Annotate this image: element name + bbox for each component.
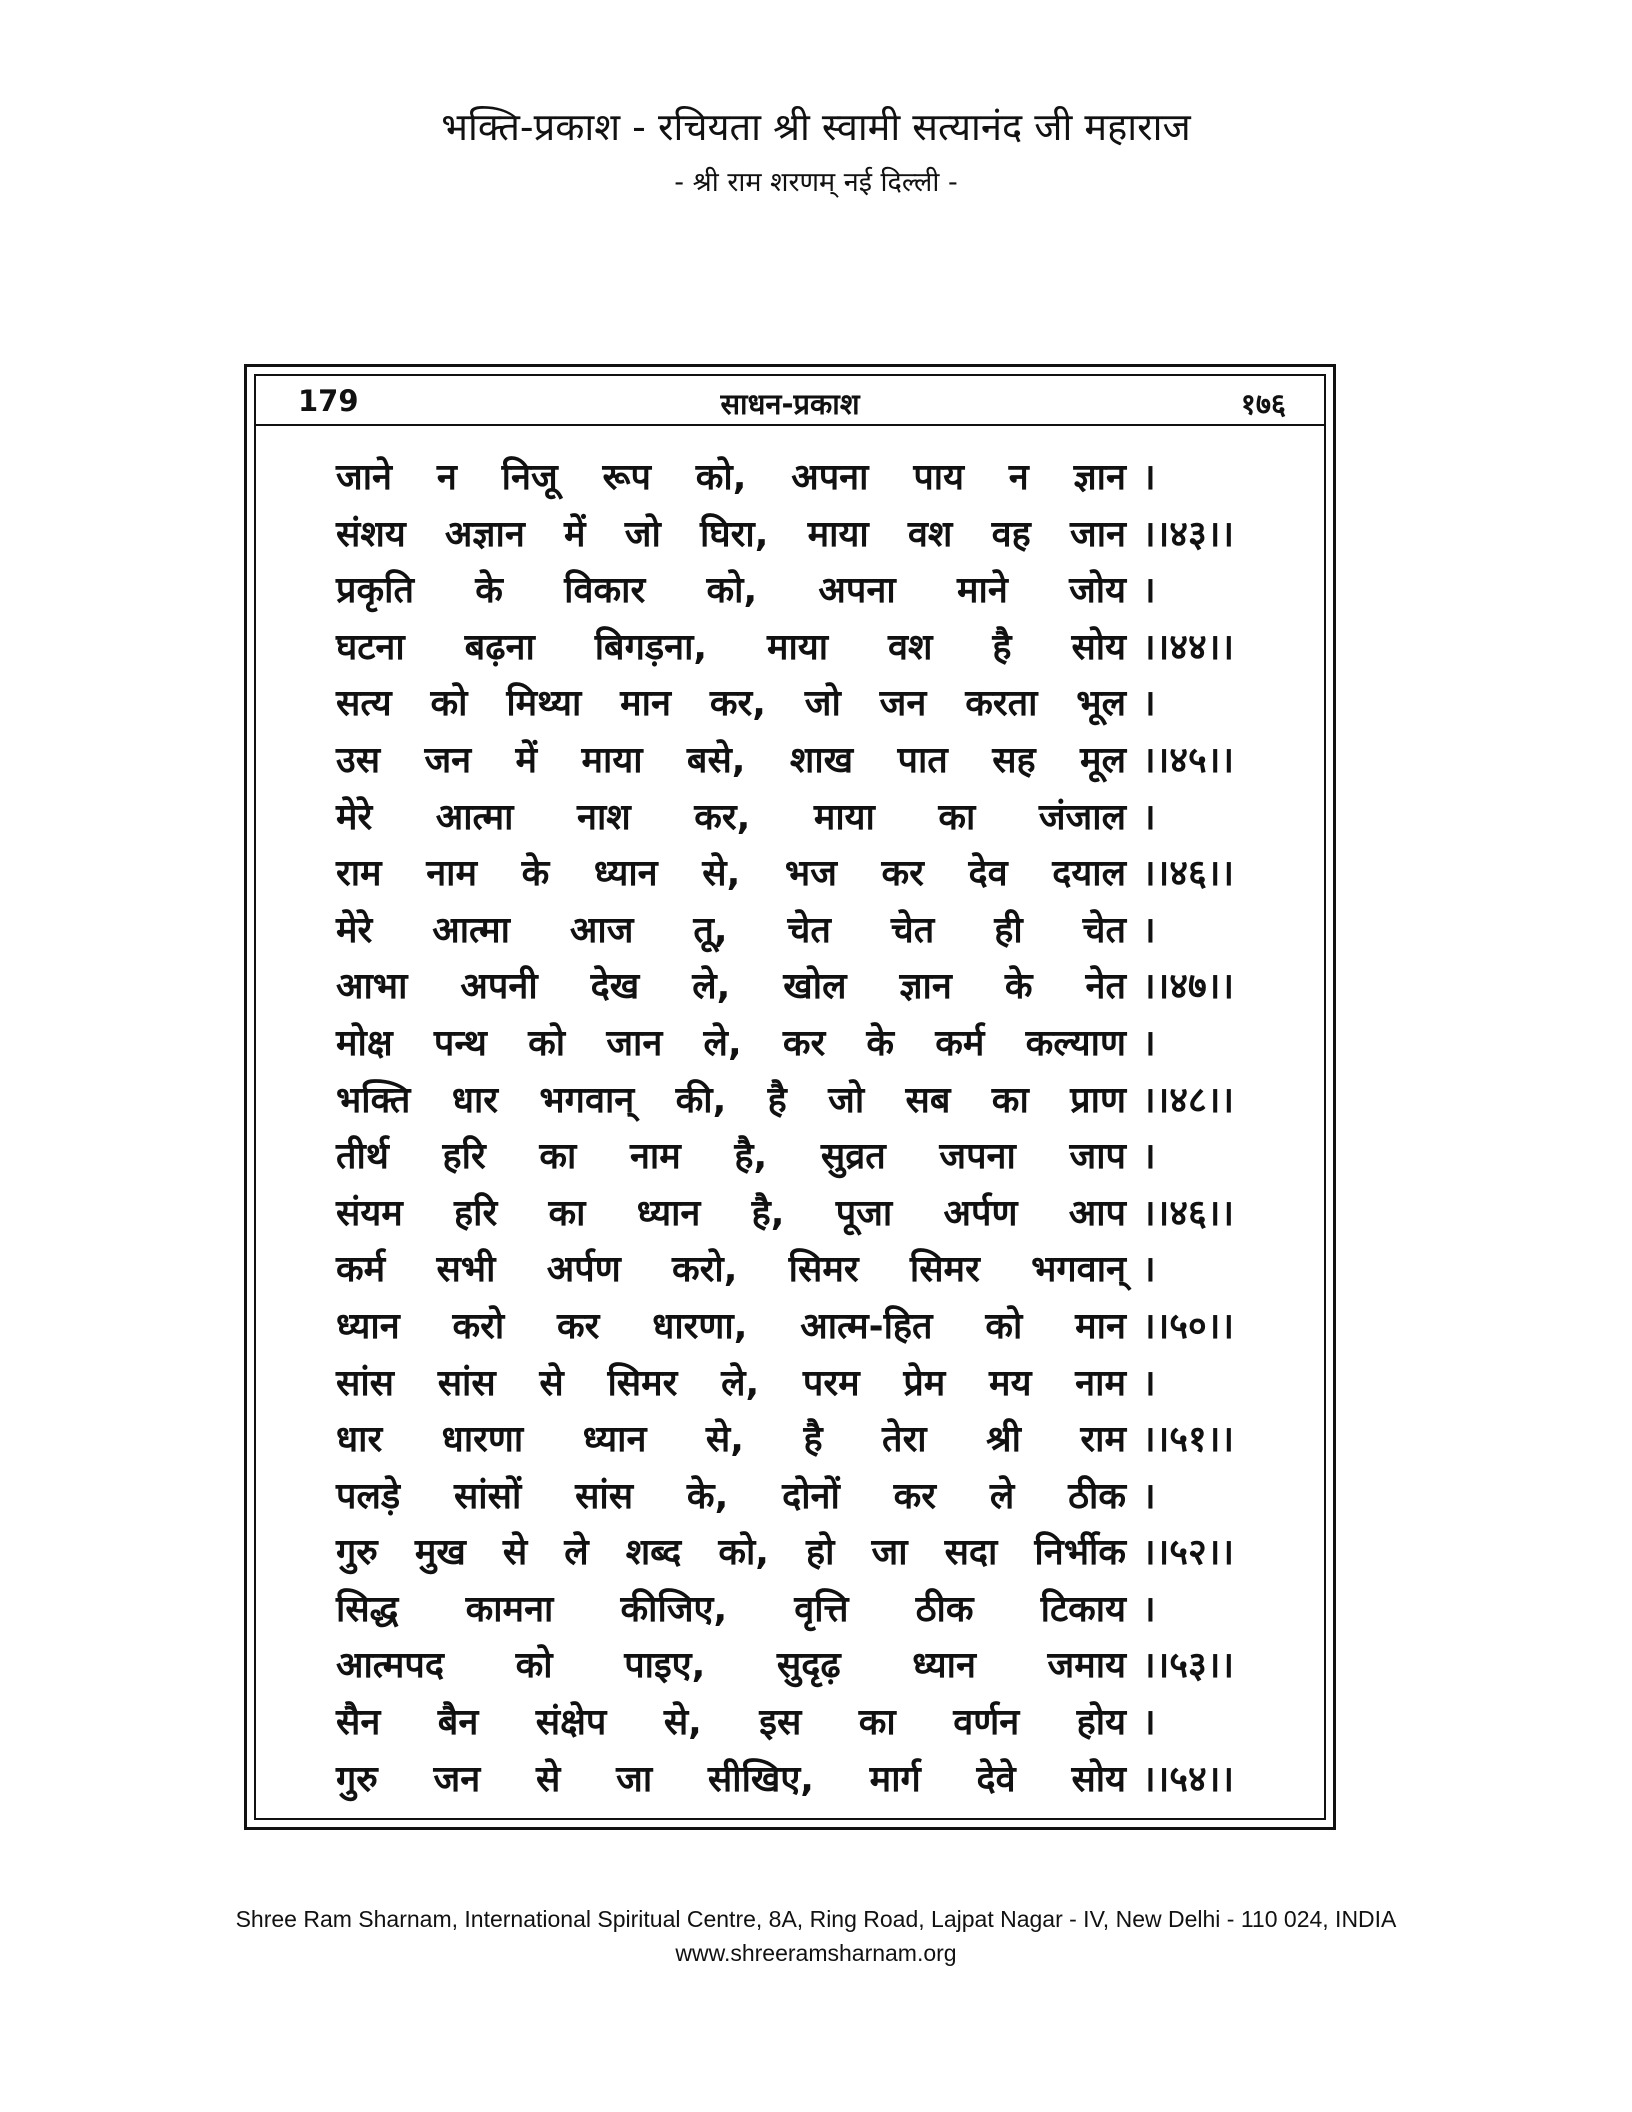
- chapter-title: साधन-प्रकाश: [720, 387, 860, 421]
- verse-text: राम नाम के ध्यान से, भज कर देव दयाल: [336, 853, 1126, 895]
- verse-text: तीर्थ हरि का नाम है, सुव्रत जपना जाप: [336, 1136, 1126, 1178]
- verse-mark: ।।५३।।: [1142, 1645, 1235, 1687]
- verse-line: [336, 1186, 1256, 1243]
- verse-line: [336, 1638, 1256, 1695]
- verse-text: मेरे आत्मा आज तू, चेत चेत ही चेत: [336, 909, 1126, 951]
- footer-website-link[interactable]: www.shreeramsharnam.org: [675, 1940, 957, 1966]
- verse-text: जाने न निजू रूप को, अपना पाय न ज्ञान: [336, 457, 1126, 498]
- verse-mark: ।।५१।।: [1142, 1419, 1235, 1461]
- verse-line: [336, 1073, 1256, 1130]
- verse-mark: ।।४६।।: [1142, 853, 1235, 895]
- verse-text: घटना बढ़ना बिगड़ना, माया वश है सोय: [336, 626, 1126, 668]
- verse-line: [336, 1356, 1256, 1413]
- verse-mark: ।: [1142, 796, 1156, 838]
- verse-list: [336, 450, 1256, 1808]
- verse-line: [336, 1412, 1256, 1469]
- verse-mark: ।।४६।।: [1142, 1192, 1235, 1234]
- document-title: भक्ति-प्रकाश - रचियता श्री स्वामी सत्यानंद जी महाराज: [441, 105, 1191, 149]
- verse-line: [336, 1242, 1256, 1299]
- verse-line: [336, 1129, 1256, 1186]
- verse-mark: ।।४५।।: [1142, 739, 1235, 781]
- verse-text: पलड़े सांसों सांस के, दोनों कर ले ठीक: [336, 1475, 1126, 1517]
- page-header-bar: [256, 376, 1324, 426]
- verse-text: प्रकृति के विकार को, अपना माने जोय: [336, 570, 1126, 612]
- verse-text: मोक्ष पन्थ को जान ले, कर के कर्म कल्याण: [336, 1022, 1126, 1064]
- verse-text: कर्म सभी अर्पण करो, सिमर सिमर भगवान्: [336, 1249, 1126, 1291]
- verse-line: [336, 1695, 1256, 1752]
- page-number-arabic: 179: [298, 384, 359, 418]
- verse-text: सत्य को मिथ्या मान कर, जो जन करता भूल: [336, 683, 1126, 725]
- verse-line: [336, 1469, 1256, 1526]
- verse-mark: ।: [1142, 1249, 1156, 1291]
- verse-mark: ।: [1142, 1136, 1156, 1178]
- verse-line: [336, 1525, 1256, 1582]
- verse-mark: ।: [1142, 1475, 1156, 1517]
- verse-line: [336, 903, 1256, 960]
- verse-text: उस जन में माया बसे, शाख पात सह मूल: [336, 739, 1126, 781]
- verse-mark: ।।५४।।: [1142, 1758, 1235, 1800]
- verse-line: [336, 733, 1256, 790]
- verse-mark: ।।४८।।: [1142, 1079, 1235, 1121]
- verse-mark: ।: [1142, 1362, 1156, 1404]
- verse-text: आत्मपद को पाइए, सुदृढ़ ध्यान जमाय: [336, 1645, 1126, 1687]
- verse-text: संशय अज्ञान में जो घिरा, माया वश वह जान: [336, 513, 1126, 555]
- verse-line: [336, 676, 1256, 733]
- verse-text: गुरु जन से जा सीखिए, मार्ग देवे सोय: [336, 1758, 1126, 1800]
- verse-mark: ।: [1142, 909, 1156, 951]
- verse-text: मेरे आत्मा नाश कर, माया का जंजाल: [336, 796, 1126, 838]
- verse-mark: ।: [1142, 1588, 1156, 1630]
- footer-address: Shree Ram Sharnam, International Spiritual Centre, 8A, Ring Road, Lajpat Nagar - IV, New Delhi - 110 024, INDIA: [235, 1906, 1397, 1932]
- verse-text: संयम हरि का ध्यान है, पूजा अर्पण आप: [336, 1192, 1126, 1234]
- verse-line: [336, 790, 1256, 847]
- verse-text: गुरु मुख से ले शब्द को, हो जा सदा निर्भीक: [336, 1532, 1126, 1574]
- page-number-devanagari: १७६: [1240, 387, 1286, 421]
- verse-mark: ।।५०।।: [1142, 1305, 1235, 1347]
- verse-line: [336, 1752, 1256, 1809]
- verse-text: सांस सांस से सिमर ले, परम प्रेम मय नाम: [336, 1362, 1126, 1404]
- verse-line: [336, 846, 1256, 903]
- verse-line: [336, 1016, 1256, 1073]
- verse-text: आभा अपनी देख ले, खोल ज्ञान के नेत: [336, 966, 1126, 1008]
- verse-line: [336, 1299, 1256, 1356]
- verse-mark: ।: [1142, 1702, 1156, 1744]
- verse-mark: ।: [1142, 457, 1156, 498]
- document-subtitle: - श्री राम शरणम् नई दिल्ली -: [674, 167, 958, 198]
- verse-mark: ।: [1142, 1022, 1156, 1064]
- verse-text: भक्ति धार भगवान् की, है जो सब का प्राण: [336, 1079, 1126, 1121]
- verse-mark: ।: [1142, 683, 1156, 725]
- verse-text: ध्यान करो कर धारणा, आत्म-हित को मान: [336, 1305, 1126, 1347]
- verse-text: सिद्ध कामना कीजिए, वृत्ति ठीक टिकाय: [336, 1588, 1126, 1630]
- verse-text: सैन बैन संक्षेप से, इस का वर्णन होय: [336, 1702, 1126, 1744]
- verse-mark: ।।४७।।: [1142, 966, 1235, 1008]
- verse-line: [336, 563, 1256, 620]
- verse-mark: ।।५२।।: [1142, 1532, 1235, 1574]
- verse-text: धार धारणा ध्यान से, है तेरा श्री राम: [336, 1419, 1126, 1461]
- verse-line: [336, 507, 1256, 564]
- verse-line: [336, 959, 1256, 1016]
- verse-mark: ।: [1142, 570, 1156, 612]
- verse-mark: ।।४३।।: [1142, 513, 1235, 555]
- verse-line: [336, 620, 1256, 677]
- verse-mark: ।।४४।।: [1142, 626, 1235, 668]
- verse-line: [336, 1582, 1256, 1639]
- verse-line: [336, 450, 1256, 507]
